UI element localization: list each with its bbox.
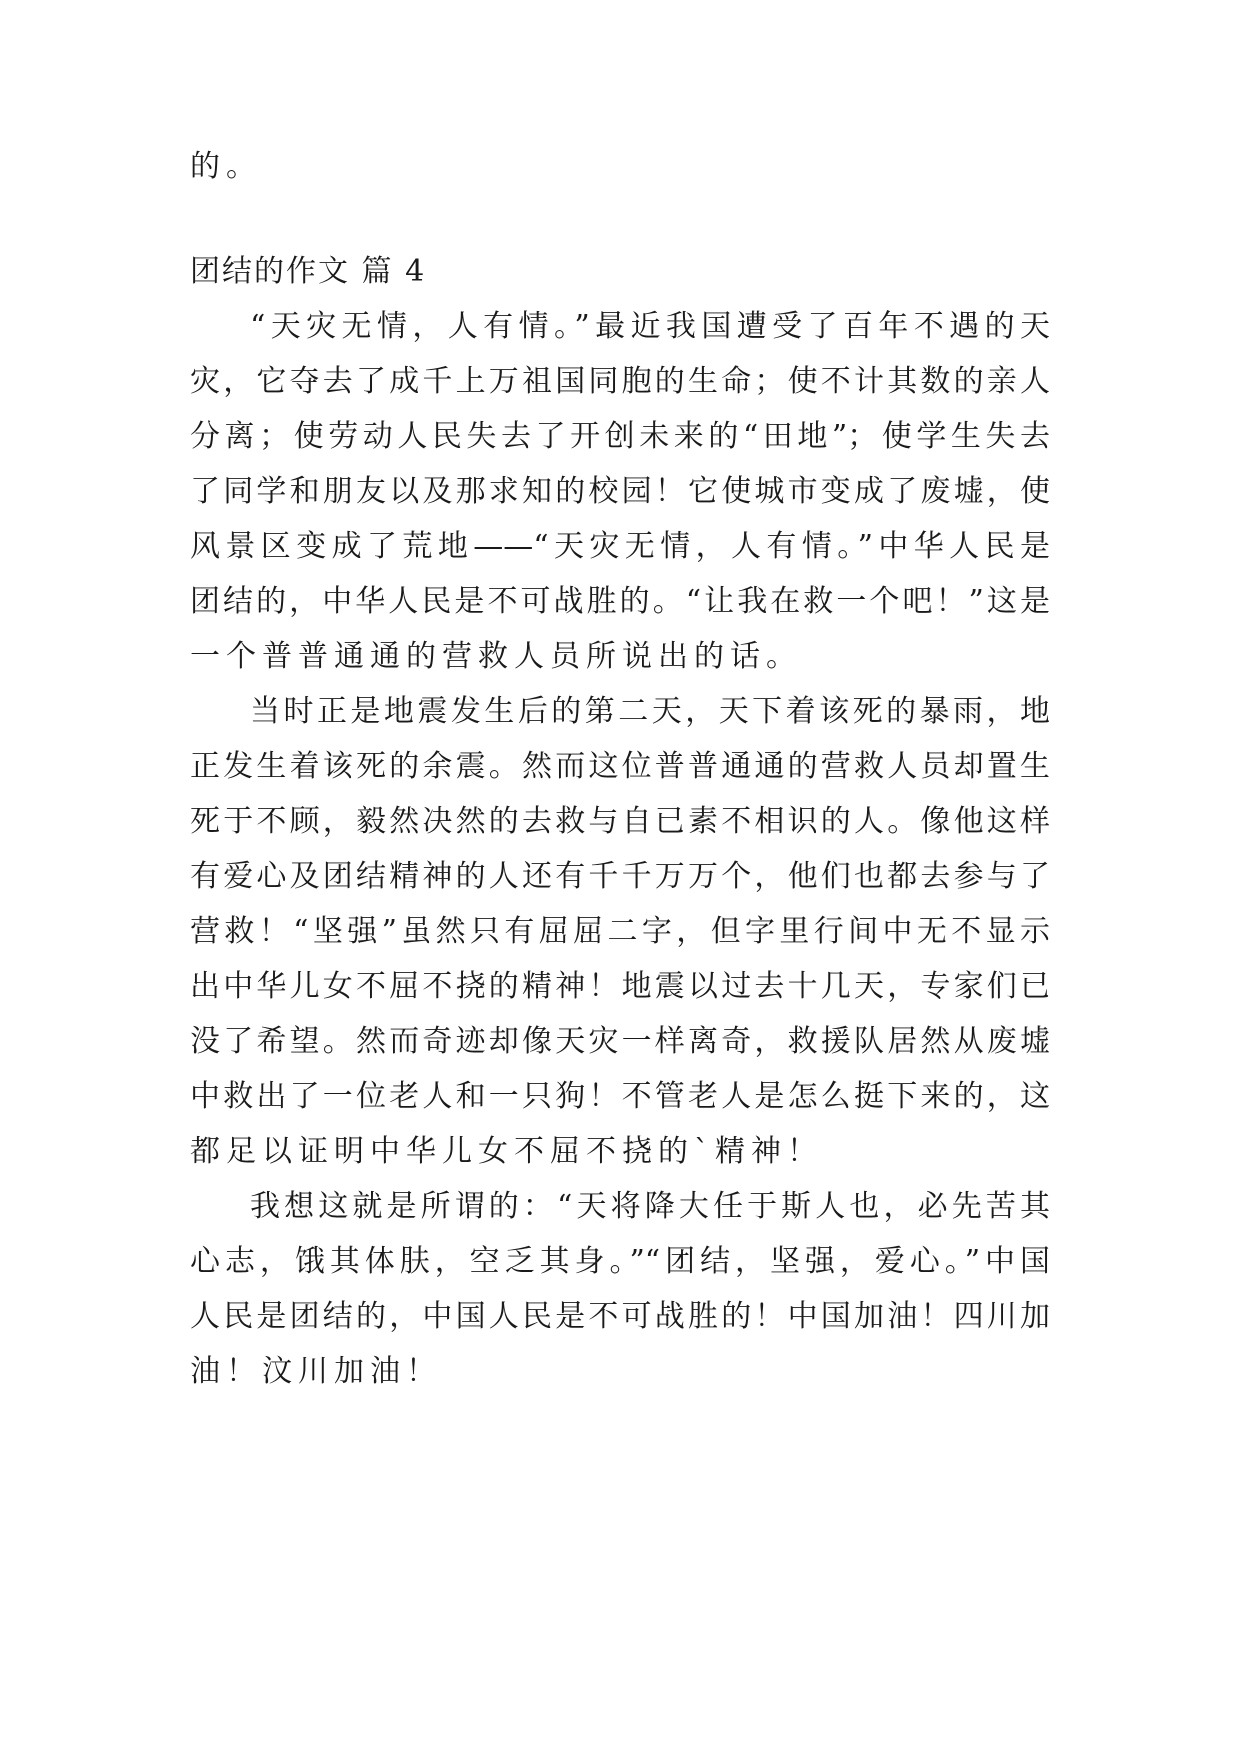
paragraph-line: 心志，饿其体肤，空乏其身。”“团结，坚强，爱心。”中国 <box>190 1244 1050 1279</box>
paragraph-line: 没了希望。然而奇迹却像天灾一样离奇，救援队居然从废墟 <box>190 1024 1050 1059</box>
paragraph-line: 我想这就是所谓的：“天将降大任于斯人也，必先苦其 <box>250 1189 1050 1224</box>
paragraph-line: 出中华儿女不屈不挠的精神！地震以过去十几天，专家们已 <box>190 969 1050 1004</box>
paragraph-line: 营救！“坚强”虽然只有屈屈二字，但字里行间中无不显示 <box>190 914 1050 949</box>
continuation-text: 的。 <box>190 149 262 184</box>
paragraph-line: 团结的，中华人民是不可战胜的。“让我在救一个吧！”这是 <box>190 584 1050 619</box>
paragraph-line: 中救出了一位老人和一只狗！不管老人是怎么挺下来的，这 <box>190 1079 1050 1114</box>
section-heading: 团结的作文 篇 4 <box>190 254 427 289</box>
paragraph-line: 死于不顾，毅然决然的去救与自已素不相识的人。像他这样 <box>190 804 1050 839</box>
paragraph-line: “天灾无情，人有情。”最近我国遭受了百年不遇的天 <box>250 309 1050 344</box>
paragraph-line: 风景区变成了荒地——“天灾无情，人有情。”中华人民是 <box>190 529 1050 564</box>
paragraph-line: 分离；使劳动人民失去了开创未来的“田地”；使学生失去 <box>190 419 1050 454</box>
paragraph-line: 油！汶川加油！ <box>190 1354 442 1389</box>
paragraph-line: 有爱心及团结精神的人还有千千万万个，他们也都去参与了 <box>190 859 1050 894</box>
paragraph-line: 当时正是地震发生后的第二天，天下着该死的暴雨，地 <box>250 694 1050 729</box>
paragraph-line: 人民是团结的，中国人民是不可战胜的！中国加油！四川加 <box>190 1299 1050 1334</box>
paragraph-line: 了同学和朋友以及那求知的校园！它使城市变成了废墟，使 <box>190 474 1050 509</box>
paragraph-line: 都足以证明中华儿女不屈不挠的`精神！ <box>190 1134 823 1169</box>
paragraph-line: 正发生着该死的余震。然而这位普普通通的营救人员却置生 <box>190 749 1050 784</box>
paragraph-line: 一个普普通通的营救人员所说出的话。 <box>190 639 802 674</box>
paragraph-line: 灾，它夺去了成千上万祖国同胞的生命；使不计其数的亲人 <box>190 364 1050 399</box>
